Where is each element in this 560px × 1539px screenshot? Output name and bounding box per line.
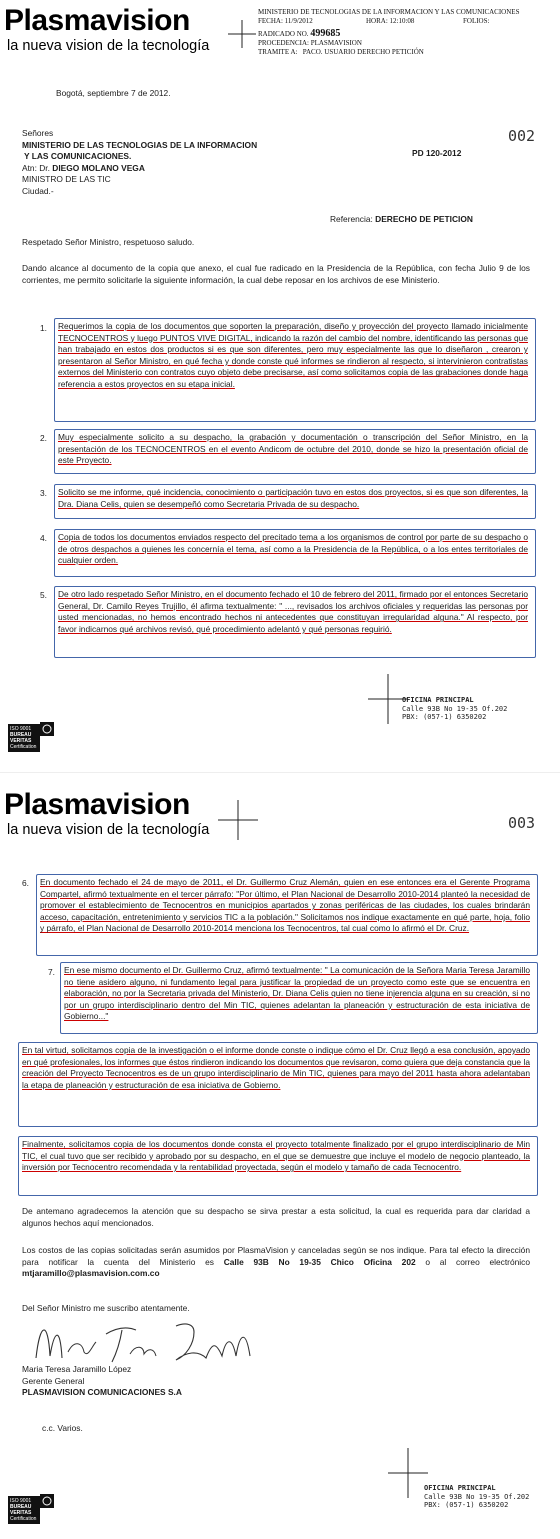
office-street: Calle 93B No 19-35 Of.202 — [424, 1492, 530, 1501]
recipient-attn-prefix: Atn: Dr. — [22, 162, 50, 173]
signer-role: Gerente General — [22, 1375, 85, 1386]
page-number: 003 — [508, 814, 536, 832]
pd-reference: PD 120-2012 — [412, 148, 462, 158]
office-address — [424, 1484, 529, 1510]
recipient-block — [22, 128, 257, 198]
crosshair-mark-icon — [228, 20, 256, 48]
costs-paragraph — [22, 1245, 530, 1280]
item-number: 6. — [22, 878, 29, 888]
recipient-role: MINISTRO DE LAS TIC — [22, 174, 111, 185]
item-text: Copia de todos los documentos enviados respecto del precitado tema a los organismos de control por parte de su despacho o de otros despachos a quienes les concernía el tema, así como a la Presidencia de la República, o a los entes territoriales de cualquier orden. — [58, 532, 528, 566]
item-number: 3. — [40, 488, 47, 498]
contact-email[interactable]: mtjaramillo@plasmavision.com.co — [22, 1268, 160, 1279]
virtud-paragraph: En tal virtud, solicitamos copia de la investigación o el informe donde conste o indique cómo el Dr. Cruz llegó a esa conclusión, apoyado en qué profesionales, los informes que éstos rindieron indicando los documentos que revisaron, como quiera que deja constancia que la creación del Proyecto Tecnocentros es de un grupo interdisciplinario de Min TIC, quienes para mayo del 2011 hasta ahora adelantaban la etapa de planeación y estructuración de esa iniciativa de Gobierno. — [22, 1045, 530, 1090]
stamp-fecha: FECHA: 11/9/2012 — [258, 17, 313, 25]
cert-line2: BUREAU VERITAS — [10, 1504, 32, 1516]
stamp-procedencia: PROCEDENCIA: PLASMAVISION — [258, 39, 362, 47]
recipient-city: Ciudad.- — [22, 185, 54, 196]
stamp-tramite: TRAMITE A: — [258, 48, 298, 56]
crosshair-mark-icon — [388, 1448, 428, 1498]
signature-block — [22, 1364, 182, 1399]
item-number: 2. — [40, 433, 47, 443]
signer-name: Maria Teresa Jaramillo López — [22, 1364, 132, 1374]
thanks-paragraph: De antemano agradecemos la atención que su despacho se sirva prestar a esta solicitud, la cual es requerida para dar claridad a algunos hechos aquí mencionados. — [22, 1206, 530, 1228]
stamp-radicado-number: 499685 — [310, 28, 341, 39]
company-logo-name: Plasmavision — [4, 4, 190, 37]
item-text: Requerimos la copia de los documentos que soporten la preparación, diseño y proyección del proyecto llamado inicialmente TECNOCENTROS y luego PUNTOS VIVE DIGITAL, indicando la razón del cambio del nombre, identificando las personas que han trabajado en estos dos productos si es que son diferentes, pero muy especialmente las que lo diseñaron , crearon y presentaron al Señor Ministro, en qué fecha y donde conste qué informes se rindieron al respecto, si intervinieron contratistas externos del Ministerio con contratos cuyo objeto debe precisarse, así como solicitamos copia de las grabaciones donde haga referencia a estos proyectos en su etapa inicial. — [58, 321, 528, 389]
page-separator — [0, 772, 560, 773]
seal-emblem-icon — [40, 1494, 54, 1508]
cert-line3: Certification — [10, 744, 37, 750]
stamp-folios: FOLIOS: — [463, 17, 490, 25]
cert-line2: BUREAU VERITAS — [10, 732, 32, 744]
costs-text-c: o al correo electrónico — [415, 1256, 530, 1267]
stamp-hora: HORA: 12:10:08 — [366, 17, 415, 25]
item-text: En ese mismo documento el Dr. Guillermo Cruz, afirmó textualmente: " La comunicación de la Señora Maria Teresa Jaramillo no tiene asidero alguno, ni fundamento legal para justificar la propiedad de un proyecto como este que se encuentra en elaboración, no por la Secretaria privada del Ministerio, Dr. Diana Celis quien no tiene injerencia alguna en su creación, si no por un grupo interdisciplinario dentro del Min TIC, quienes adelantan la planeación y estructuración de esta iniciativa de Gobierno..." — [64, 965, 530, 1022]
stamp-ministry: MINISTERIO DE TECNOLOGIAS DE LA INFORMACION Y LAS COMUNICACIONES — [258, 8, 520, 16]
crosshair-mark-icon — [218, 800, 258, 840]
page-number: 002 — [508, 127, 536, 145]
recipient-org-line2: Y LAS COMUNICACIONES. — [24, 151, 132, 162]
referencia-value: DERECHO DE PETICION — [375, 214, 473, 224]
cert-line1: ISO 9001 — [10, 1498, 32, 1504]
intro-paragraph: Dando alcance al documento de la copia que anexo, el cual fue radicado en la Presidencia de la República, con fecha Julio 9 de los corrientes, me permito solicitarle la siguiente información, la cual debe reposar en los archivos de ese Ministerio. — [22, 263, 530, 285]
office-title: OFICINA PRINCIPAL — [402, 696, 474, 704]
office-address — [402, 696, 507, 722]
office-phone: PBX: (057-1) 6350202 — [424, 1501, 509, 1509]
stamp-tramite-value: PACO. USUARIO DERECHO PETICIÓN — [302, 48, 424, 56]
signer-company: PLASMAVISION COMUNICACIONES S.A — [22, 1387, 182, 1398]
company-logo-name: Plasmavision — [4, 788, 190, 821]
item-text: Muy especialmente solicito a su despacho, la grabación y documentación o transcripción del Señor Ministro, en la presentación de los TECNOCENTROS en el evento Andicom de octubre del 2010, donde se hizo la presentación oficial de este Proyecto. — [58, 432, 528, 466]
recipient-senores: Señores — [22, 128, 54, 138]
greeting-rest: , respetuoso saludo. — [118, 237, 195, 247]
office-phone: PBX: (057-1) 6350202 — [402, 713, 487, 721]
cert-line3: Certification — [10, 1516, 37, 1522]
closing-line: Del Señor Ministro me suscribo atentamente. — [22, 1303, 190, 1313]
greeting-salutation: Respetado Señor Ministro — [22, 237, 119, 247]
referencia-line — [330, 214, 473, 226]
company-logo-tagline: la nueva vision de la tecnología — [7, 822, 210, 838]
item-number: 1. — [40, 323, 47, 333]
certification-text — [8, 1496, 40, 1524]
item-number: 4. — [40, 533, 47, 543]
certification-seal — [8, 1494, 50, 1534]
office-title: OFICINA PRINCIPAL — [424, 1484, 496, 1492]
recipient-attn-name: DIEGO MOLANO VEGA — [52, 162, 145, 173]
letter-date: Bogotá, septiembre 7 de 2012. — [56, 88, 171, 98]
recipient-org-line1: MINISTERIO DE LAS TECNOLOGIAS DE LA INFORMACION — [22, 139, 258, 150]
item-number: 7. — [48, 967, 55, 977]
stamp-radicado-label: RADICADO NO. — [258, 30, 309, 38]
company-logo-tagline: la nueva vision de la tecnología — [7, 38, 210, 54]
office-street: Calle 93B No 19-35 Of.202 — [402, 704, 508, 713]
cert-line1: ISO 9001 — [10, 726, 32, 732]
greeting — [22, 237, 194, 249]
seal-emblem-icon — [40, 722, 54, 736]
registration-stamp — [258, 8, 558, 57]
referencia-label: Referencia: — [330, 214, 373, 224]
certification-text — [8, 724, 40, 752]
costs-address: Calle 93B No 19-35 Chico Oficina 202 — [223, 1256, 416, 1267]
item-number: 5. — [40, 590, 47, 600]
item-text: De otro lado respetado Señor Ministro, en el documento fechado el 10 de febrero del 2011, firmado por el entonces Secretario General, Dr. Camilo Reyes Trujillo, él afirma textualmente: " ..., revisados los archivos oficiales y requeridas las personas por usted mencionadas, no hemos encontrado hechos ni antecedentes que constituyan irregularidad alguna." Al respecto, por favor indicarnos qué archivos revisó, qué procedimiento adelantó y qué personas requirió. — [58, 589, 528, 634]
costs-text-a: Los costos de las copias solicitadas serán asumidos por PlasmaVision y canceladas según se nos indique. Para tal efecto la dirección para notificar la cuenta del Ministerio es — [22, 1245, 530, 1267]
certification-seal — [8, 722, 50, 762]
final-paragraph: Finalmente, solicitamos copia de los documentos donde consta el proyecto totalmente finalizado por el grupo interdisciplinario de Min TIC, el cual tuvo que ser recibido y aprobado por su despacho, en el que se demuestre que incluye el modelo de negocio planteado, la inversión por Tecnocentro recomendada y la rentabilidad proyectada, según el modelo y tamaño de cada Tecnocentro. — [22, 1139, 530, 1173]
item-text: Solicito se me informe, qué incidencia, conocimiento o participación tuvo en estos dos proyectos, si es que son diferentes, la Dra. Diana Celis, quien se desempeñó como Secretaria Privada de su despacho. — [58, 487, 528, 509]
item-text: En documento fechado el 24 de mayo de 2011, el Dr. Guillermo Cruz Alemán, quien en ese entonces era el Gerente Programa Compartel, afirmó textualmente en el tercer párrafo: "Por último, el Plan Nacional de Desarrollo 2010-2014 planteó la necesidad de promover el establecimiento de Tecnocentros en municipios apartados y zonas periféricas de las ciudades, los cuales brindarán acceso, capacitación, entretenimiento y servicios TIC a la población." Solicitamos nos indique exactamente en qué parte, hoja, folio y párrafo, el Plan Nacional de Desarrollo 2010-2014 menciona los Tecnocentros, tal cual como lo afirmó el Dr. Cruz. — [40, 877, 530, 934]
cc-line: c.c. Varios. — [42, 1423, 83, 1433]
